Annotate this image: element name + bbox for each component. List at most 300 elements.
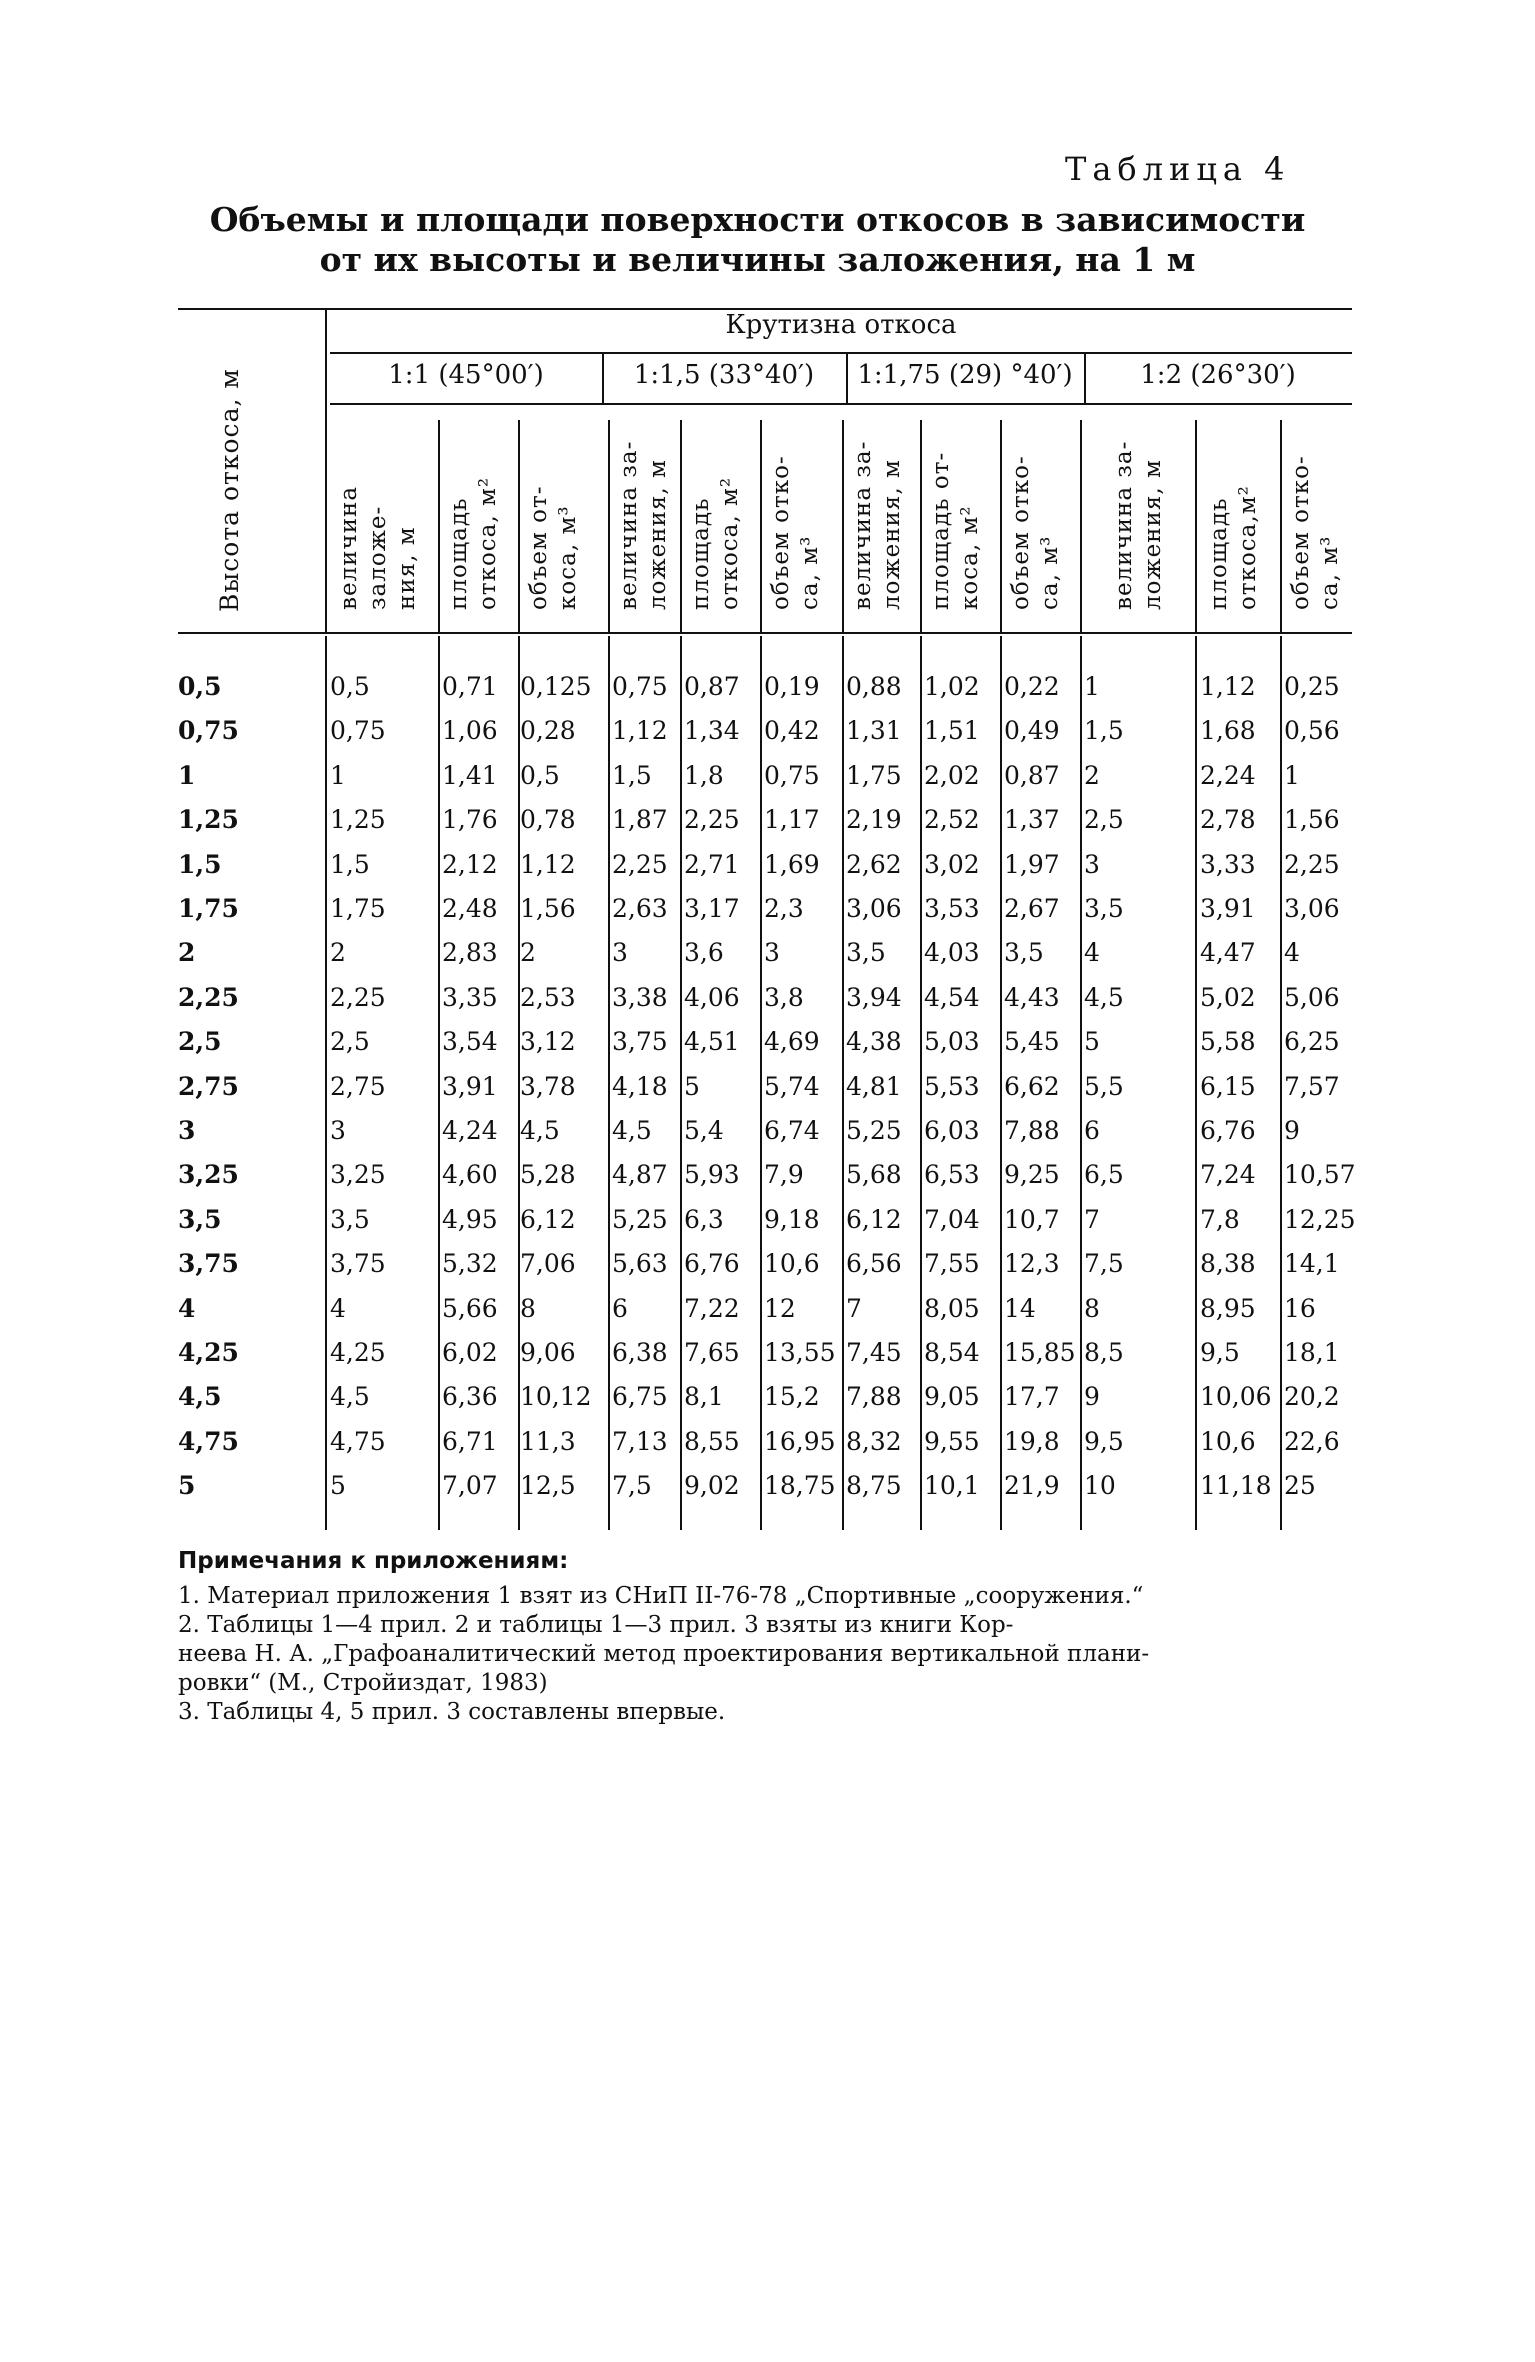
table-cell: 2,24 (1200, 760, 1256, 790)
slope-group-header-4: 1:2 (26°30′) (1140, 360, 1296, 390)
table-cell: 9,55 (924, 1426, 980, 1456)
body-divider-7 (842, 636, 844, 1530)
table-cell: 4,60 (442, 1160, 498, 1190)
table-cell: 2,25 (684, 805, 740, 835)
table-cell: 0,5 (330, 672, 370, 701)
table-cell: 6,76 (684, 1249, 740, 1279)
table-cell: 6,71 (442, 1426, 498, 1456)
table-cell: 1,12 (612, 716, 668, 746)
table-cell: 21,9 (1004, 1471, 1060, 1501)
table-cell: 0,87 (1004, 760, 1060, 790)
row-height-cell: 2,25 (178, 982, 239, 1012)
table-cell: 1 (330, 760, 346, 790)
body-divider-10 (1080, 636, 1082, 1530)
table-cell: 9,18 (764, 1204, 820, 1234)
table-cell: 4,5 (1084, 982, 1124, 1012)
subheader-divider-6 (842, 420, 844, 632)
table-cell: 4,75 (330, 1426, 386, 1456)
table-cell: 5,25 (612, 1204, 668, 1234)
table-cell: 2,71 (684, 849, 740, 879)
table-cell: 2,83 (442, 938, 498, 968)
table-cell: 2,02 (924, 760, 980, 790)
table-cell: 1,8 (684, 760, 724, 790)
table-cell: 0,75 (330, 716, 386, 746)
table-cell: 22,6 (1284, 1426, 1340, 1456)
table-cell: 1,97 (1004, 849, 1060, 879)
table-cell: 4,54 (924, 982, 980, 1012)
table-cell: 2,63 (612, 894, 668, 923)
table-cell: 3,91 (1200, 894, 1256, 923)
table-cell: 7,65 (684, 1338, 740, 1367)
table-cell: 7,55 (924, 1249, 980, 1279)
table-cell: 2,48 (442, 894, 498, 923)
notes-title: Примечания к приложениям: (178, 1548, 569, 1574)
table-cell: 5,28 (520, 1160, 576, 1190)
table-cell: 15,2 (764, 1382, 820, 1412)
subcolumn-header-3: объем от- коса, м³ (526, 485, 581, 610)
table-cell: 6,12 (520, 1204, 576, 1234)
table-cell: 1,75 (846, 760, 902, 790)
table-cell: 5,58 (1200, 1027, 1256, 1057)
table-cell: 1,5 (1084, 716, 1124, 746)
table-cell: 6,62 (1004, 1071, 1060, 1101)
subheader-divider-2 (518, 420, 520, 632)
table-cell: 14,1 (1284, 1249, 1340, 1279)
row-height-cell: 1,75 (178, 894, 239, 923)
table-cell: 5,66 (442, 1293, 498, 1323)
table-cell: 4,5 (330, 1382, 370, 1412)
table-cell: 0,42 (764, 716, 820, 746)
row-label-divider (325, 308, 327, 632)
table-cell: 9 (1284, 1116, 1300, 1145)
table-cell: 1,25 (330, 805, 386, 835)
subcolumn-header-7: величина за- ложения, м (850, 440, 905, 610)
table-cell: 3,33 (1200, 849, 1256, 879)
table-cell: 6,25 (1284, 1027, 1340, 1057)
table-cell: 4,38 (846, 1027, 902, 1057)
table-cell: 5,02 (1200, 982, 1256, 1012)
table-cell: 3 (612, 938, 628, 968)
subcolumn-header-8: площадь от- коса, м² (928, 451, 983, 610)
table-cell: 10,06 (1200, 1382, 1272, 1412)
note-line-3: неева Н. А. „Графоаналитический метод проектирования вертикальной плани- (178, 1641, 1150, 1667)
table-cell: 2,52 (924, 805, 980, 835)
table-cell: 3,91 (442, 1071, 498, 1101)
table-cell: 1,68 (1200, 716, 1256, 746)
table-cell: 18,75 (764, 1471, 836, 1501)
row-height-cell: 1,5 (178, 849, 222, 879)
table-cell: 3,78 (520, 1071, 576, 1101)
table-cell: 7,5 (1084, 1249, 1124, 1279)
table-cell: 9,06 (520, 1338, 576, 1367)
table-cell: 7,8 (1200, 1204, 1240, 1234)
subcolumn-header-4: величина за- ложения, м (616, 440, 671, 610)
table-cell: 4,25 (330, 1338, 386, 1367)
table-cell: 7,13 (612, 1426, 668, 1456)
table-cell: 5,25 (846, 1116, 902, 1145)
table-cell: 9 (1084, 1382, 1100, 1412)
table-cell: 3,5 (330, 1204, 370, 1234)
table-cell: 9,5 (1084, 1426, 1124, 1456)
row-height-cell: 4,25 (178, 1338, 239, 1367)
table-cell: 4,06 (684, 982, 740, 1012)
table-cell: 4,47 (1200, 938, 1256, 968)
table-cell: 6,5 (1084, 1160, 1124, 1190)
table-cell: 6,56 (846, 1249, 902, 1279)
table-cell: 6,36 (442, 1382, 498, 1412)
subheader-divider-8 (1000, 420, 1002, 632)
table-cell: 3,12 (520, 1027, 576, 1057)
table-cell: 5,06 (1284, 982, 1340, 1012)
table-cell: 7,45 (846, 1338, 902, 1367)
table-cell: 0,78 (520, 805, 576, 835)
table-cell: 2,5 (1084, 805, 1124, 835)
table-cell: 8,75 (846, 1471, 902, 1501)
table-cell: 7,07 (442, 1471, 498, 1501)
table-cell: 4,43 (1004, 982, 1060, 1012)
row-height-cell: 4,5 (178, 1382, 222, 1412)
header-bottom-rule (178, 632, 1352, 634)
subheader-divider-10 (1195, 420, 1197, 632)
table-cell: 20,2 (1284, 1382, 1340, 1412)
table-cell: 0,88 (846, 672, 902, 701)
table-cell: 3,5 (1004, 938, 1044, 968)
table-cell: 5 (330, 1471, 346, 1501)
table-cell: 1,56 (520, 894, 576, 923)
table-cell: 6,38 (612, 1338, 668, 1367)
group-title: Крутизна откоса (725, 310, 957, 340)
row-height-cell: 3,5 (178, 1204, 222, 1234)
table-cell: 0,22 (1004, 672, 1060, 701)
subheader-divider-11 (1280, 420, 1282, 632)
subheader-divider-4 (680, 420, 682, 632)
table-cell: 0,28 (520, 716, 576, 746)
table-cell: 12 (764, 1293, 796, 1323)
table-cell: 3,5 (846, 938, 886, 968)
table-cell: 5,74 (764, 1071, 820, 1101)
table-cell: 7,9 (764, 1160, 804, 1190)
table-cell: 1,02 (924, 672, 980, 701)
table-cell: 1,37 (1004, 805, 1060, 835)
table-cell: 1,12 (1200, 672, 1256, 701)
table-cell: 0,125 (520, 672, 592, 701)
table-cell: 1 (1084, 672, 1100, 701)
table-cell: 6,03 (924, 1116, 980, 1145)
table-cell: 1,56 (1284, 805, 1340, 835)
subheader-divider-7 (920, 420, 922, 632)
table-cell: 5 (684, 1071, 700, 1101)
subheader-divider-1 (438, 420, 440, 632)
table-number-label: Таблица 4 (1065, 150, 1291, 188)
note-line-1: 1. Материал приложения 1 взят из СНиП II-76-78 „Спортивные „сооружения.“ (178, 1583, 1144, 1609)
body-divider-4 (608, 636, 610, 1530)
table-cell: 5,45 (1004, 1027, 1060, 1057)
table-cell: 2,19 (846, 805, 902, 835)
table-cell: 2,25 (612, 849, 668, 879)
table-cell: 1,69 (764, 849, 820, 879)
table-cell: 5,03 (924, 1027, 980, 1057)
table-cell: 4,24 (442, 1116, 498, 1145)
table-cell: 6,53 (924, 1160, 980, 1190)
table-cell: 10,6 (1200, 1426, 1256, 1456)
table-cell: 0,56 (1284, 716, 1340, 746)
subcolumn-header-1: величина заложе- ния, м (336, 485, 420, 610)
table-cell: 3,38 (612, 982, 668, 1012)
table-cell: 0,71 (442, 672, 498, 701)
table-cell: 25 (1284, 1471, 1316, 1501)
subcolumn-header-9: объем отко- са, м³ (1008, 455, 1063, 610)
subcolumn-header-2: площадь откоса, м² (446, 476, 501, 610)
subcolumn-header-12: объем отко- са, м³ (1288, 455, 1343, 610)
table-cell: 10,7 (1004, 1204, 1060, 1234)
row-height-cell: 3,75 (178, 1249, 239, 1279)
table-cell: 8,38 (1200, 1249, 1256, 1279)
table-cell: 1,31 (846, 716, 902, 746)
table-cell: 8,32 (846, 1426, 902, 1456)
table-cell: 0,75 (612, 672, 668, 701)
table-cell: 6,12 (846, 1204, 902, 1234)
table-cell: 4,87 (612, 1160, 668, 1190)
table-cell: 10 (1084, 1471, 1116, 1501)
table-cell: 3,94 (846, 982, 902, 1012)
table-cell: 16,95 (764, 1426, 836, 1456)
table-cell: 2,12 (442, 849, 498, 879)
slope-group-header-2: 1:1,5 (33°40′) (633, 360, 815, 390)
note-line-5: 3. Таблицы 4, 5 прил. 3 составлены впервые. (178, 1699, 726, 1725)
body-divider-2 (438, 636, 440, 1530)
table-cell: 8,95 (1200, 1293, 1256, 1323)
table-cell: 8 (1084, 1293, 1100, 1323)
table-cell: 3 (330, 1116, 346, 1145)
table-cell: 2,62 (846, 849, 902, 879)
subheader-divider-9 (1080, 420, 1082, 632)
table-cell: 12,5 (520, 1471, 576, 1501)
table-cell: 5,4 (684, 1116, 724, 1145)
table-cell: 14 (1004, 1293, 1036, 1323)
row-height-cell: 1 (178, 760, 196, 790)
slope-group-header-3: 1:1,75 (29) °40′) (857, 360, 1073, 390)
table-cell: 3 (764, 938, 780, 968)
table-cell: 7,5 (612, 1471, 652, 1501)
table-cell: 13,55 (764, 1338, 836, 1367)
table-cell: 8,1 (684, 1382, 724, 1412)
subcolumn-header-11: площадь откоса,м² (1206, 485, 1261, 610)
table-cell: 3,25 (330, 1160, 386, 1190)
table-cell: 6 (612, 1293, 628, 1323)
table-cell: 3,8 (764, 982, 804, 1012)
table-cell: 5,93 (684, 1160, 740, 1190)
table-cell: 2,25 (330, 982, 386, 1012)
row-height-cell: 2,75 (178, 1071, 239, 1101)
table-cell: 3,75 (612, 1027, 668, 1057)
body-divider-1 (325, 636, 327, 1530)
table-cell: 0,87 (684, 672, 740, 701)
note-line-4: ровки“ (М., Стройиздат, 1983) (178, 1670, 548, 1696)
row-height-cell: 4 (178, 1293, 196, 1323)
table-cell: 1,75 (330, 894, 386, 923)
table-cell: 7,24 (1200, 1160, 1256, 1190)
table-cell: 1,12 (520, 849, 576, 879)
table-cell: 3 (1084, 849, 1100, 879)
row-height-cell: 4,75 (178, 1426, 239, 1456)
table-cell: 5,32 (442, 1249, 498, 1279)
table-cell: 3,06 (1284, 894, 1340, 923)
table-cell: 10,12 (520, 1382, 592, 1412)
row-label-header: Высота откоса, м (215, 368, 244, 612)
table-cell: 8,05 (924, 1293, 980, 1323)
subcolumn-header-5: площадь откоса, м² (688, 476, 743, 610)
table-cell: 11,18 (1200, 1471, 1272, 1501)
table-cell: 12,3 (1004, 1249, 1060, 1279)
table-cell: 1,87 (612, 805, 668, 835)
table-cell: 4,03 (924, 938, 980, 968)
table-cell: 7 (846, 1293, 862, 1323)
table-cell: 19,8 (1004, 1426, 1060, 1456)
table-cell: 3,54 (442, 1027, 498, 1057)
table-cell: 4 (1284, 938, 1300, 968)
table-cell: 6,76 (1200, 1116, 1256, 1145)
body-divider-11 (1195, 636, 1197, 1530)
subheader-divider-3 (608, 420, 610, 632)
table-cell: 3,75 (330, 1249, 386, 1279)
table-cell: 1,76 (442, 805, 498, 835)
table-cell: 9,25 (1004, 1160, 1060, 1190)
table-cell: 1,51 (924, 716, 980, 746)
table-cell: 2,78 (1200, 805, 1256, 835)
table-cell: 7,88 (1004, 1116, 1060, 1145)
row-height-cell: 0,5 (178, 672, 222, 701)
row-height-cell: 5 (178, 1471, 196, 1501)
body-divider-12 (1280, 636, 1282, 1530)
table-cell: 5,63 (612, 1249, 668, 1279)
table-cell: 4,81 (846, 1071, 902, 1101)
table-cell: 5 (1084, 1027, 1100, 1057)
table-cell: 6,02 (442, 1338, 498, 1367)
table-cell: 10,57 (1284, 1160, 1356, 1190)
subcolumn-header-6: объем отко- са, м³ (768, 455, 823, 610)
table-cell: 6 (1084, 1116, 1100, 1145)
table-cell: 6,15 (1200, 1071, 1256, 1101)
group-rule (330, 352, 1352, 354)
table-cell: 8,55 (684, 1426, 740, 1456)
row-height-cell: 2 (178, 938, 196, 968)
slope-group-header-1: 1:1 (45°00′) (388, 360, 544, 390)
table-cell: 3,17 (684, 894, 740, 923)
table-cell: 10,1 (924, 1471, 980, 1501)
subheader-divider-5 (760, 420, 762, 632)
table-cell: 17,7 (1004, 1382, 1060, 1412)
table-cell: 0,19 (764, 672, 820, 701)
table-cell: 7 (1084, 1204, 1100, 1234)
table-cell: 2,25 (1284, 849, 1340, 879)
table-title-line-1: Объемы и площади поверхности откосов в зависимости (209, 200, 1306, 239)
table-cell: 7,04 (924, 1204, 980, 1234)
body-divider-5 (680, 636, 682, 1530)
table-cell: 11,3 (520, 1426, 576, 1456)
table-cell: 12,25 (1284, 1204, 1356, 1234)
table-cell: 2 (1084, 760, 1100, 790)
table-cell: 6,74 (764, 1116, 820, 1145)
note-line-2: 2. Таблицы 1—4 прил. 2 и таблицы 1—3 прил. 3 взяты из книги Кор- (178, 1612, 1014, 1638)
table-cell: 3,53 (924, 894, 980, 923)
table-cell: 2,3 (764, 894, 804, 923)
table-cell: 15,85 (1004, 1338, 1076, 1367)
table-cell: 7,22 (684, 1293, 740, 1323)
table-cell: 7,57 (1284, 1071, 1340, 1101)
table-cell: 3,06 (846, 894, 902, 923)
table-cell: 4,95 (442, 1204, 498, 1234)
table-cell: 3,35 (442, 982, 498, 1012)
body-divider-6 (760, 636, 762, 1530)
table-cell: 1,5 (330, 849, 370, 879)
table-cell: 1,34 (684, 716, 740, 746)
row-height-cell: 1,25 (178, 805, 239, 835)
table-cell: 7,88 (846, 1382, 902, 1412)
body-divider-9 (1000, 636, 1002, 1530)
table-cell: 7,06 (520, 1249, 576, 1279)
table-cell: 2,5 (330, 1027, 370, 1057)
table-cell: 2,53 (520, 982, 576, 1012)
table-cell: 4,69 (764, 1027, 820, 1057)
table-cell: 2 (330, 938, 346, 968)
table-cell: 5,53 (924, 1071, 980, 1101)
table-cell: 0,5 (520, 760, 560, 790)
table-cell: 18,1 (1284, 1338, 1340, 1367)
subcolumn-header-10: величина за- ложения, м (1111, 440, 1166, 610)
table-cell: 6,3 (684, 1204, 724, 1234)
row-height-cell: 3,25 (178, 1160, 239, 1190)
table-title-line-2: от их высоты и величины заложения, на 1 м (319, 240, 1196, 279)
table-cell: 3,5 (1084, 894, 1124, 923)
table-cell: 0,75 (764, 760, 820, 790)
table-cell: 16 (1284, 1293, 1316, 1323)
table-cell: 5,5 (1084, 1071, 1124, 1101)
table-cell: 0,25 (1284, 672, 1340, 701)
table-cell: 8,54 (924, 1338, 980, 1367)
row-height-cell: 2,5 (178, 1027, 222, 1057)
row-height-cell: 3 (178, 1116, 196, 1145)
table-cell: 2,67 (1004, 894, 1060, 923)
table-cell: 2,75 (330, 1071, 386, 1101)
table-cell: 1,06 (442, 716, 498, 746)
body-divider-8 (920, 636, 922, 1530)
table-cell: 9,5 (1200, 1338, 1240, 1367)
table-cell: 1,5 (612, 760, 652, 790)
table-cell: 1,41 (442, 760, 498, 790)
table-cell: 4 (330, 1293, 346, 1323)
table-cell: 2 (520, 938, 536, 968)
table-cell: 1,17 (764, 805, 820, 835)
table-cell: 5,68 (846, 1160, 902, 1190)
table-cell: 4,5 (520, 1116, 560, 1145)
table-cell: 0,49 (1004, 716, 1060, 746)
table-cell: 8 (520, 1293, 536, 1323)
table-cell: 4,51 (684, 1027, 740, 1057)
subheader-rule (330, 403, 1352, 405)
table-cell: 4,5 (612, 1116, 652, 1145)
table-cell: 9,05 (924, 1382, 980, 1412)
table-cell: 10,6 (764, 1249, 820, 1279)
table-cell: 4 (1084, 938, 1100, 968)
table-cell: 9,02 (684, 1471, 740, 1501)
table-cell: 3,02 (924, 849, 980, 879)
table-cell: 4,18 (612, 1071, 668, 1101)
table-cell: 1 (1284, 760, 1300, 790)
table-cell: 3,6 (684, 938, 724, 968)
row-height-cell: 0,75 (178, 716, 239, 746)
table-cell: 6,75 (612, 1382, 668, 1412)
table-cell: 8,5 (1084, 1338, 1124, 1367)
